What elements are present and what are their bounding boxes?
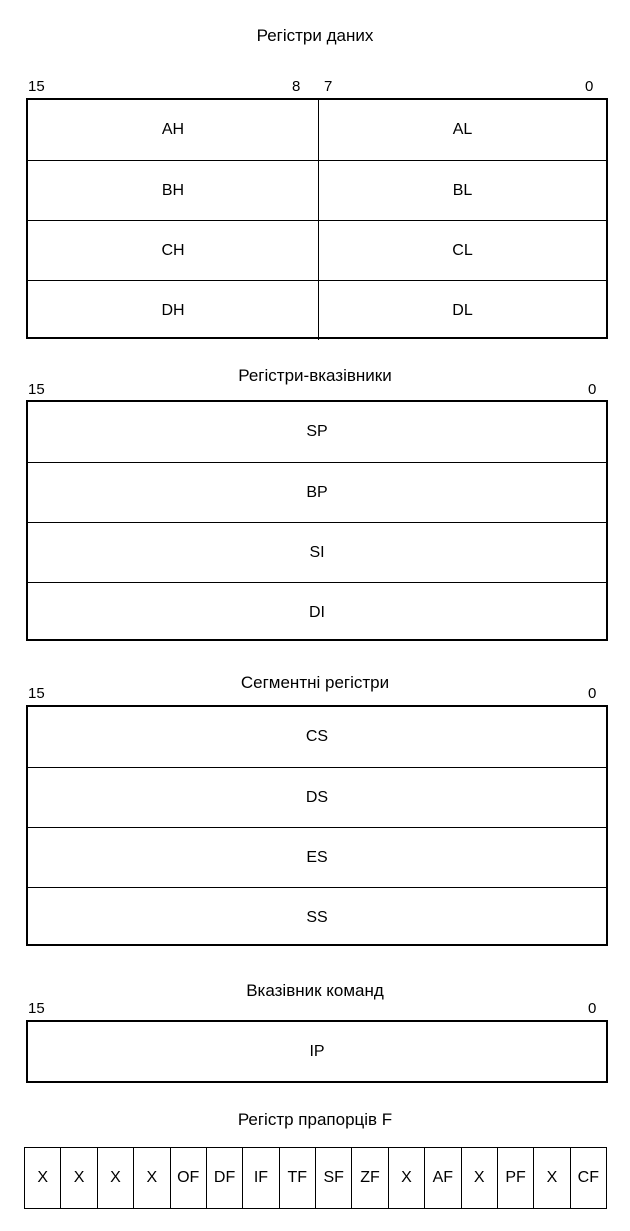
register-sp-label: SP [306, 423, 328, 440]
pointer-registers-title: Регістри-вказівники [238, 366, 392, 385]
register-ds-label: DS [305, 788, 329, 806]
pointer-bit-0-label: 0 [588, 381, 597, 398]
register-row-ax [28, 100, 606, 160]
register-row-bx [28, 160, 606, 220]
register-si-label: SI [309, 543, 325, 561]
register-cl: CL [318, 221, 606, 280]
bit-8-label: 8 [292, 78, 301, 95]
register-di [28, 582, 606, 642]
register-si [28, 522, 606, 582]
ip-bit-0-label: 0 [588, 1000, 597, 1017]
flag-sf: SF [315, 1148, 351, 1208]
flag-tf: TF [279, 1148, 315, 1208]
data-registers-table [26, 98, 608, 339]
register-ip-label: IP [309, 1042, 325, 1060]
ip-bit-15-label: 15 [28, 1000, 45, 1017]
bit-15-label: 15 [28, 78, 45, 95]
register-bh: BH [161, 181, 185, 199]
register-row-cx [28, 220, 606, 280]
flag-bit-12: X [133, 1148, 169, 1208]
register-cs-label: CS [305, 728, 329, 745]
register-ah: AH [161, 121, 185, 138]
bit-7-label: 7 [324, 78, 333, 95]
flag-af: AF [424, 1148, 460, 1208]
segment-bit-15-label: 15 [28, 685, 45, 702]
flag-bit-3: X [461, 1148, 497, 1208]
flag-pf: PF [497, 1148, 533, 1208]
register-dl: DL [318, 281, 606, 340]
flag-bit-15: X [37, 1169, 49, 1186]
flags-register-title: Регістр прапорців F [237, 1110, 393, 1129]
register-ss-label: SS [306, 908, 328, 926]
flag-bit-5: X [388, 1148, 424, 1208]
register-cs [28, 707, 606, 767]
register-ss [28, 887, 606, 947]
register-bp-label: BP [306, 483, 328, 501]
register-es [28, 827, 606, 887]
register-row-dx [28, 280, 606, 340]
register-ch: CH [161, 241, 185, 259]
data-registers-title: Регістри даних [256, 26, 374, 45]
flag-zf: ZF [351, 1148, 387, 1208]
register-sp [28, 402, 606, 462]
flag-bit-13: X [97, 1148, 133, 1208]
bit-0-label: 0 [585, 78, 594, 95]
flag-if: IF [242, 1148, 278, 1208]
pointer-bit-15-label: 15 [28, 381, 45, 398]
flag-bit-1: X [533, 1148, 569, 1208]
segment-bit-0-label: 0 [588, 685, 597, 702]
flag-of: OF [170, 1148, 206, 1208]
register-ds [28, 767, 606, 827]
pointer-registers-table [26, 400, 608, 641]
register-bp [28, 462, 606, 522]
flag-bit-14: X [60, 1148, 96, 1208]
register-dh: DH [161, 301, 185, 319]
flag-df: DF [206, 1148, 242, 1208]
register-al: AL [318, 100, 606, 160]
register-es-label: ES [306, 848, 328, 866]
instruction-pointer-title: Вказівник команд [246, 981, 384, 1000]
register-bl: BL [318, 161, 606, 220]
segment-registers-table [26, 705, 608, 946]
flags-register-table [24, 1147, 607, 1209]
register-di-label: DI [309, 603, 325, 621]
instruction-pointer-box [26, 1020, 608, 1083]
segment-registers-title: Сегментні регістри [240, 673, 390, 692]
flag-cf: CF [570, 1148, 606, 1208]
